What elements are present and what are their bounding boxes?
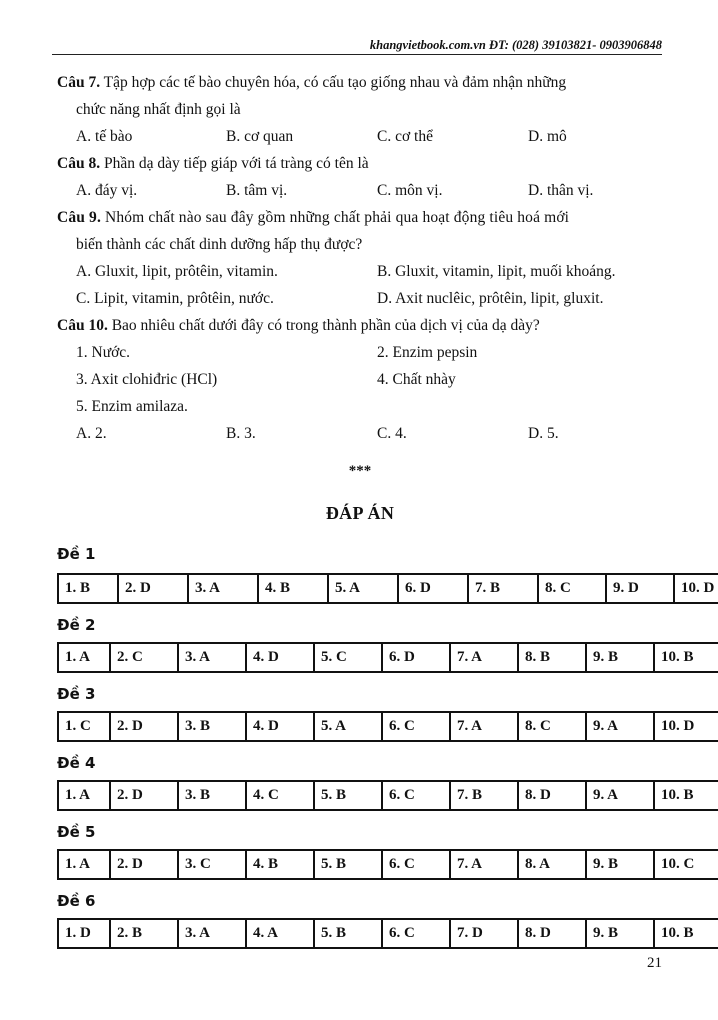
- header-contact-text: khangvietbook.com.vn ĐT: (028) 39103821- 0903906848: [369, 38, 662, 52]
- substance-item: 4. Chất nhày: [377, 371, 456, 388]
- answer-cell: 5. B: [314, 850, 382, 879]
- answer-cell: 2. C: [110, 643, 178, 672]
- answer-cell: 8. C: [518, 712, 586, 741]
- question-text: Phần dạ dày tiếp giáp với tá tràng có tên là: [100, 155, 369, 172]
- substance-item: 2. Enzim pepsin: [377, 344, 478, 361]
- question-label: Câu 7.: [57, 74, 101, 91]
- option-d: D. Axit nuclêic, prôtêin, lipit, gluxit.: [377, 290, 604, 307]
- answer-cell: 2. D: [110, 781, 178, 810]
- answer-cell: 8. A: [518, 850, 586, 879]
- question-text: Nhóm chất nào sau đây gồm những chất phải qua hoạt động tiêu hoá mới: [100, 209, 570, 226]
- answer-key-label: Đề 3: [57, 685, 96, 703]
- answer-cell: 7. B: [450, 781, 518, 810]
- answer-cell: 1. C: [58, 712, 110, 741]
- answer-cell: 4. D: [246, 643, 314, 672]
- option-c: C. môn vị.: [377, 182, 443, 199]
- question-text: Bao nhiêu chất dưới đây có trong thành phần của dịch vị của dạ dày?: [107, 317, 540, 334]
- page-content: [57, 69, 715, 949]
- answer-key-table: [57, 711, 718, 742]
- answer-cell: 1. D: [58, 919, 110, 948]
- answer-cell: 5. A: [328, 574, 398, 603]
- answer-cell: 4. D: [246, 712, 314, 741]
- section-separator: ***: [348, 463, 372, 479]
- answer-cell: 3. C: [178, 850, 246, 879]
- table-row: [58, 712, 718, 741]
- answer-cell: 5. C: [314, 643, 382, 672]
- answer-cell: 10. B: [654, 919, 718, 948]
- answer-cell: 4. C: [246, 781, 314, 810]
- option-b: B. cơ quan: [226, 128, 294, 145]
- question-8: [57, 150, 663, 204]
- substance-item: 1. Nước.: [76, 344, 131, 361]
- answer-cell: 9. B: [586, 850, 654, 879]
- answer-keys: [57, 543, 715, 949]
- answer-cell: 7. B: [468, 574, 538, 603]
- question-9: [57, 204, 663, 312]
- answer-cell: 7. A: [450, 712, 518, 741]
- answer-cell: 7. A: [450, 643, 518, 672]
- answer-cell: 4. B: [258, 574, 328, 603]
- option-a: A. tế bào: [76, 128, 133, 145]
- substance-item: 3. Axit clohiđric (HCl): [76, 371, 218, 388]
- answer-key-table: [57, 642, 718, 673]
- answer-cell: 3. A: [178, 919, 246, 948]
- option-a: A. 2.: [76, 425, 107, 442]
- question-text: Tập hợp các tế bào chuyên hóa, có cấu tạo giống nhau và đảm nhận những: [100, 74, 567, 91]
- answer-key-label: Đề 6: [57, 892, 96, 910]
- answer-cell: 3. A: [188, 574, 258, 603]
- answer-cell: 6. C: [382, 712, 450, 741]
- question-label: Câu 8.: [57, 155, 101, 172]
- answer-cell: 5. B: [314, 781, 382, 810]
- answer-cell: 9. A: [586, 781, 654, 810]
- option-a: A. đáy vị.: [76, 182, 138, 199]
- answer-cell: 8. D: [518, 919, 586, 948]
- option-c: C. cơ thể: [377, 128, 433, 145]
- substance-list: [57, 339, 663, 420]
- answer-key-title: ĐÁP ÁN: [325, 503, 395, 523]
- answer-cell: 8. C: [538, 574, 606, 603]
- answer-cell: 2. D: [110, 850, 178, 879]
- question-label: Câu 10.: [57, 317, 108, 334]
- answer-cell: 10. D: [654, 712, 718, 741]
- answer-cell: 4. A: [246, 919, 314, 948]
- option-c: C. Lipit, vitamin, prôtêin, nước.: [76, 290, 274, 307]
- answer-cell: 9. B: [586, 643, 654, 672]
- substance-item: 5. Enzim amilaza.: [76, 398, 188, 415]
- page-number: 21: [647, 955, 662, 971]
- answer-cell: 6. C: [382, 850, 450, 879]
- answer-key-label: Đề 1: [57, 545, 96, 563]
- answer-cell: 3. A: [178, 643, 246, 672]
- answer-cell: 8. B: [518, 643, 586, 672]
- answer-key-label: Đề 4: [57, 754, 96, 772]
- answer-cell: 1. A: [58, 643, 110, 672]
- answer-key-table: [57, 849, 718, 880]
- option-d: D. 5.: [528, 425, 559, 442]
- answer-cell: 9. D: [606, 574, 674, 603]
- option-d: D. mô: [528, 128, 567, 145]
- answer-cell: 1. A: [58, 850, 110, 879]
- option-b: B. tâm vị.: [226, 182, 288, 199]
- answer-cell: 10. B: [654, 643, 718, 672]
- answer-cell: 6. D: [382, 643, 450, 672]
- table-row: [58, 781, 718, 810]
- question-label: Câu 9.: [57, 209, 101, 226]
- answer-key-table: [57, 918, 718, 949]
- answer-options: [57, 420, 663, 447]
- answer-cell: 3. B: [178, 781, 246, 810]
- answer-cell: 6. D: [398, 574, 468, 603]
- answer-key-table: [57, 573, 718, 604]
- option-b: B. Gluxit, vitamin, lipit, muối khoáng.: [377, 263, 616, 280]
- answer-cell: 5. A: [314, 712, 382, 741]
- answer-cell: 2. D: [118, 574, 188, 603]
- answer-cell: 1. A: [58, 781, 110, 810]
- answer-cell: 6. C: [382, 781, 450, 810]
- answer-options: [57, 177, 663, 204]
- answer-cell: 7. D: [450, 919, 518, 948]
- answer-options: [57, 258, 663, 312]
- page-header: [52, 36, 662, 55]
- answer-cell: 10. D: [674, 574, 718, 603]
- table-row: [58, 643, 718, 672]
- answer-cell: 10. B: [654, 781, 718, 810]
- option-a: A. Gluxit, lipit, prôtêin, vitamin.: [76, 263, 278, 280]
- question-7: [57, 69, 663, 150]
- answer-cell: 1. B: [58, 574, 118, 603]
- answer-cell: 3. B: [178, 712, 246, 741]
- answer-cell: 8. D: [518, 781, 586, 810]
- question-text-continued: biến thành các chất dinh dưỡng hấp thụ được?: [76, 236, 363, 253]
- answer-cell: 2. D: [110, 712, 178, 741]
- question-10: [57, 312, 663, 447]
- answer-cell: 9. B: [586, 919, 654, 948]
- answer-key-label: Đề 2: [57, 616, 96, 634]
- option-c: C. 4.: [377, 425, 407, 442]
- table-row: [58, 850, 718, 879]
- answer-key-label: Đề 5: [57, 823, 96, 841]
- answer-options: [57, 123, 663, 150]
- answer-cell: 7. A: [450, 850, 518, 879]
- answer-cell: 10. C: [654, 850, 718, 879]
- answer-cell: 4. B: [246, 850, 314, 879]
- question-text-continued: chức năng nhất định gọi là: [76, 101, 241, 118]
- answer-cell: 9. A: [586, 712, 654, 741]
- option-b: B. 3.: [226, 425, 256, 442]
- option-d: D. thân vị.: [528, 182, 594, 199]
- answer-cell: 6. C: [382, 919, 450, 948]
- answer-cell: 5. B: [314, 919, 382, 948]
- answer-key-table: [57, 780, 718, 811]
- table-row: [58, 919, 718, 948]
- table-row: [58, 574, 718, 603]
- answer-cell: 2. B: [110, 919, 178, 948]
